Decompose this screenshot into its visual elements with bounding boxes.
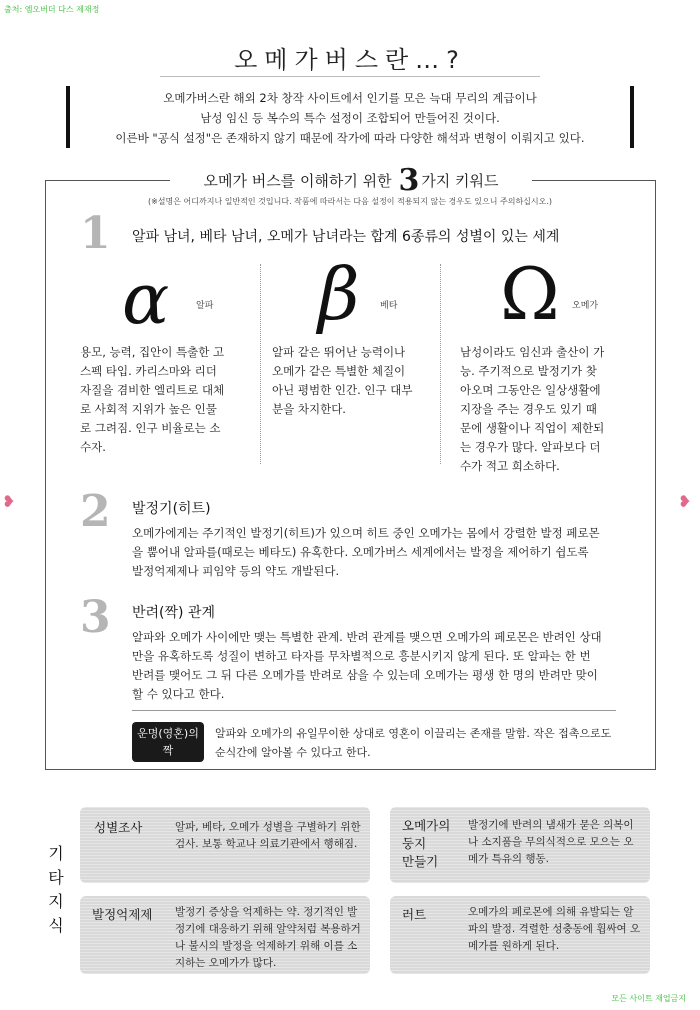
text-line: 파의 발정. 격렬한 성충동에 휩싸여 오 xyxy=(468,923,641,935)
label-char: 타 xyxy=(48,868,64,887)
section-2-heading: 발정기(히트) xyxy=(132,501,211,517)
text-line: 정기에 대응하기 위해 알약처럼 복용하거 xyxy=(175,923,361,935)
section-3-numeral: 3 xyxy=(80,592,111,643)
fate-badge xyxy=(132,722,204,762)
corner-notice: 모든 사이트 재업금지 xyxy=(611,994,686,1003)
intro-line: 오메가버스란 해외 2차 창작 사이트에서 인기를 모은 늑대 무리의 계급이나 xyxy=(163,91,537,105)
text-line: 로 그려짐. 인구 비율로는 소 xyxy=(80,421,221,435)
section-3-text xyxy=(132,628,622,704)
section-2-numeral: 2 xyxy=(80,486,111,537)
omega-glyph: Ω xyxy=(500,252,560,336)
beta-description xyxy=(272,343,442,419)
heart-icon: ❥ xyxy=(2,492,16,511)
card-title xyxy=(402,817,450,871)
card-title: 러트 xyxy=(402,907,427,922)
intro-right-bar xyxy=(630,86,634,148)
alpha-label: 알파 xyxy=(196,301,214,311)
beta-label: 베타 xyxy=(380,301,398,311)
fate-badge-line: 짝 xyxy=(162,744,174,757)
keywords-note: (※설명은 어디까지나 일반적인 것입니다. 작품에 따라서는 다음 설정이 적용되지 않는 경우도 있으니 주의하십시오.) xyxy=(147,197,553,206)
text-line: 분을 차지한다. xyxy=(272,402,346,416)
card-suppressant xyxy=(80,896,370,974)
section-1-heading: 알파 남녀, 베타 남녀, 오메가 남녀라는 합계 6종류의 성별이 있는 세계 xyxy=(132,229,560,245)
keywords-heading-post: 가지 키워드 xyxy=(421,172,499,190)
keywords-heading xyxy=(170,163,532,199)
corner-credit: 출처: 엠오버더 다스 제재정 xyxy=(4,5,100,14)
keywords-heading-number: 3 xyxy=(398,163,420,198)
text-line: 능. 주기적으로 발정기가 찾 xyxy=(460,364,597,378)
title-line: 오메가의 xyxy=(402,818,451,833)
text-line: 알파와 오메가 사이에만 맺는 특별한 관계. 반려 관계를 맺으면 오메가의 페로몬은 반려인 상대 xyxy=(132,630,602,644)
text-line: 알파, 베타, 오메가 성별을 구별하기 위한 xyxy=(175,821,361,833)
card-title: 발정억제제 xyxy=(92,907,153,922)
text-line: 오메가 같은 특별한 체질이 xyxy=(272,364,406,378)
section-1-numeral: 1 xyxy=(80,208,111,259)
text-line: 문에 생활이나 직업이 제한되 xyxy=(460,421,605,435)
keywords-heading-pre: 오메가 버스를 이해하기 위한 xyxy=(203,172,392,190)
heart-icon: ❥ xyxy=(678,492,692,511)
intro-text xyxy=(80,88,620,148)
text-line: 메가 특유의 행동. xyxy=(468,853,550,865)
title-divider xyxy=(160,76,540,77)
card-rut xyxy=(390,896,650,974)
text-line: 반려를 맺어도 그 뒤 다른 오메가를 반려로 삼을 수 있는데 오메가는 평생 한 명의 반려만 맞이 xyxy=(132,668,598,682)
title-line: 둥지 xyxy=(402,836,427,851)
text-line: 발정기 증상을 억제하는 약. 정기적인 발 xyxy=(175,906,358,918)
text-line: 지장을 주는 경우도 있기 때 xyxy=(460,402,597,416)
intro-line: 남성 임신 등 복수의 특수 설정이 조합되어 만들어진 것이다. xyxy=(200,111,500,125)
text-line: 메가를 원하게 된다. xyxy=(468,940,560,952)
card-nesting xyxy=(390,807,650,883)
alpha-glyph: α xyxy=(122,258,170,340)
text-line: 는 경우가 많다. 알파보다 더 xyxy=(460,440,601,454)
text-line: 스펙 타입. 카리스마와 리더 xyxy=(80,364,217,378)
text-line: 자질을 겸비한 엘리트로 대체 xyxy=(80,383,225,397)
intro-left-bar xyxy=(66,86,70,148)
section-2-text xyxy=(132,524,622,581)
other-knowledge-label xyxy=(46,842,66,938)
text-line: 수가 적고 희소하다. xyxy=(460,459,560,473)
text-line: 나 소지품을 무의식적으로 모으는 오 xyxy=(468,836,634,848)
text-line: 아오며 그동안은 일상생활에 xyxy=(460,383,601,397)
text-line: 발정억제제나 피임약 등의 약도 개발된다. xyxy=(132,564,340,578)
page-title: 오메가버스란…? xyxy=(234,46,466,74)
text-line: 나 불시의 발정을 억제하기 위해 이를 소 xyxy=(175,940,358,952)
text-line: 아닌 평범한 인간. 인구 대부 xyxy=(272,383,413,397)
section-3-heading: 반려(짝) 관계 xyxy=(132,605,215,621)
card-text xyxy=(175,904,367,972)
text-line: 지하는 오메가가 많다. xyxy=(175,957,277,969)
card-text xyxy=(175,819,365,853)
text-line: 오메가의 페로몬에 의해 유발되는 알 xyxy=(468,906,634,918)
intro-line: 이른바 "공식 설정"은 존재하지 않기 때문에 작가에 따라 다양한 해석과 변형이 이뤄지고 있다. xyxy=(115,131,585,145)
title-line: 만들기 xyxy=(402,854,439,869)
text-line: 수자. xyxy=(80,440,106,454)
text-line: 알파와 오메가의 유일무이한 상대로 영혼이 이끌리는 존재를 말함. 작은 접촉으로도 xyxy=(215,727,612,740)
label-char: 식 xyxy=(48,916,64,935)
card-text xyxy=(468,904,646,955)
text-line: 검사. 보통 학교나 의료기관에서 행해짐. xyxy=(175,838,358,850)
omega-label: 오메가 xyxy=(572,301,599,311)
card-gender-test xyxy=(80,807,370,883)
column-divider xyxy=(260,264,261,464)
label-char: 지 xyxy=(48,892,64,911)
alpha-description xyxy=(80,343,260,457)
card-title: 성별조사 xyxy=(94,820,143,835)
card-text xyxy=(468,817,646,868)
text-line: 발정기에 반려의 냄새가 묻은 의복이 xyxy=(468,819,634,831)
text-line: 순식간에 알아볼 수 있다고 한다. xyxy=(215,746,371,759)
text-line: 을 뿜어내 알파를(때로는 베타도) 유혹한다. 오메가버스 세계에서는 발정을 제어하기 쉽도록 xyxy=(132,545,589,559)
fate-divider xyxy=(132,710,616,711)
fate-description xyxy=(215,724,625,762)
beta-glyph: β xyxy=(318,252,360,336)
text-line: 알파 같은 뛰어난 능력이나 xyxy=(272,345,406,359)
text-line: 남성이라도 임신과 출산이 가 xyxy=(460,345,605,359)
text-line: 만을 유혹하도록 성질이 변하고 타자를 무차별적으로 흥분시키지 않게 된다. 또 알파는 한 번 xyxy=(132,649,591,663)
fate-badge-line: 운명(영혼)의 xyxy=(137,727,199,740)
omega-description xyxy=(460,343,635,476)
text-line: 로 사회적 지위가 높은 인물 xyxy=(80,402,217,416)
text-line: 용모, 능력, 집안이 특출한 고 xyxy=(80,345,225,359)
label-char: 기 xyxy=(48,844,64,863)
text-line: 할 수 있다고 한다. xyxy=(132,687,225,701)
text-line: 오메가에게는 주기적인 발정기(히트)가 있으며 히트 중인 오메가는 몸에서 강렬한 발정 페로몬 xyxy=(132,526,600,540)
